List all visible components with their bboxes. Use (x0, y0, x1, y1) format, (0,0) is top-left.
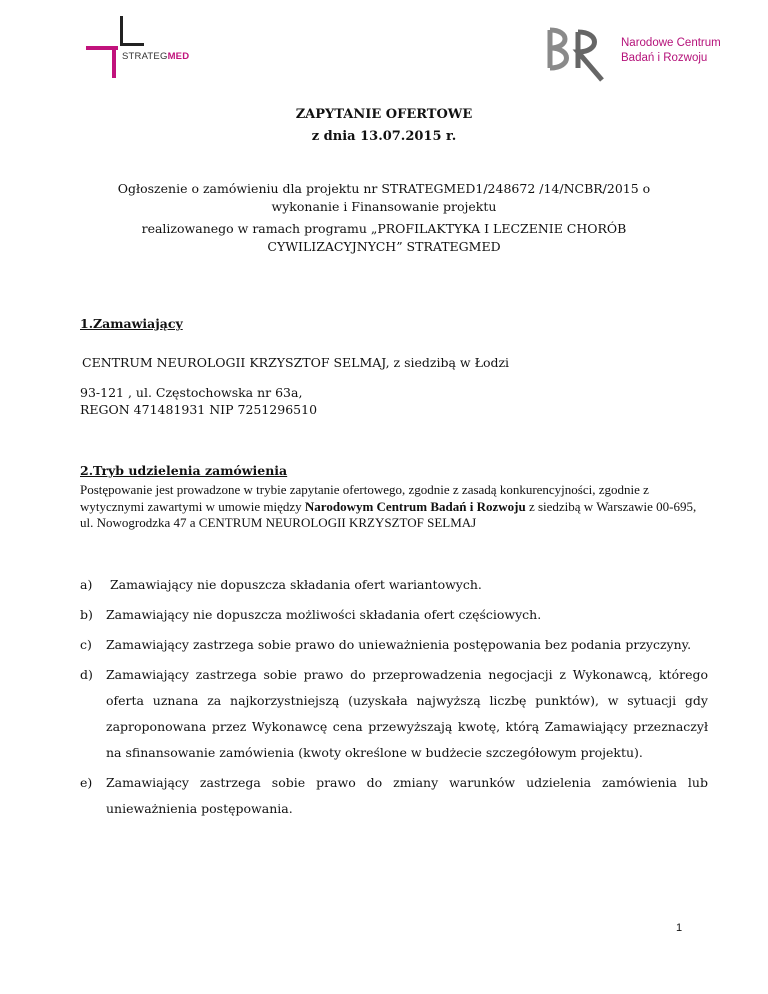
list-item: d) Zamawiający zastrzega sobie prawo do przeprowadzenia negocjacji z Wykonawcą, którego oferta uznana za najkorzystniejszą (uzyskała najwyższą liczbę punktów), w sytuacji gdy zaproponowana przez Wykonawcę cena przewyższają kwotę, którą Zamawiający przeznaczył na sfinansowanie zamówienia (kwoty określone w budżecie szczegółowym projektu). (80, 667, 708, 760)
authority-ids: REGON 471481931 NIP 7251296510 (80, 402, 318, 417)
conditions-list (80, 572, 708, 826)
section-2-heading: 2.Tryb udzielenia zamówienia (80, 463, 288, 478)
page-number: 1 (676, 922, 683, 934)
contracting-authority-details (80, 384, 700, 418)
document-title (0, 104, 768, 148)
strategmed-wordmark: STRATEGMED (122, 51, 190, 62)
ncbr-logo-icon (544, 24, 614, 84)
title-line-2: z dnia 13.07.2015 r. (311, 129, 457, 144)
strategmed-logo-icon (86, 16, 146, 80)
list-item: a) Zamawiający nie dopuszcza składania ofert wariantowych. (80, 577, 482, 592)
subject-paragraph-2: realizowanego w ramach programu „PROFILAKTYKA I LECZENIE CHORÓB CYWILIZACYJNYCH” STRATEGMED (141, 221, 627, 254)
contracting-authority-name: CENTRUM NEUROLOGII KRZYSZTOF SELMAJ, z siedzibą w Łodzi (82, 355, 510, 370)
authority-address: 93-121 , ul. Częstochowska nr 63a, (80, 385, 303, 400)
subject-paragraph-1: Ogłoszenie o zamówieniu dla projektu nr STRATEGMED1/248672 /14/NCBR/2015 o wykonanie i Finansowanie projektu (117, 181, 651, 214)
list-item: b) Zamawiający nie dopuszcza możliwości składania ofert częściowych. (80, 607, 542, 622)
title-line-1: ZAPYTANIE OFERTOWE (295, 107, 473, 122)
strategmed-logo (86, 16, 206, 80)
list-item: c) Zamawiający zastrzega sobie prawo do unieważnienia postępowania bez podania przyczyny. (80, 637, 692, 652)
list-item: e) Zamawiający zastrzega sobie prawo do zmiany warunków udzielenia zamówienia lub unieważnienia postępowania. (80, 775, 708, 816)
procedure-intro: Postępowanie jest prowadzone w trybie zapytanie ofertowego, zgodnie z zasadą konkurencyjności, zgodnie z wytycznymi zawartymi w umowie między Narodowym Centrum Badań i Rozwoju z siedzibą w Warszawie 00-695, ul. Nowogrodzka 47 a CENTRUM NEUROLOGII KRZYSZTOF SELMAJ (80, 482, 697, 530)
section-1-heading: 1.Zamawiający (80, 316, 183, 331)
ncbr-org-name: Narodowe Centrum Badań i Rozwoju (621, 37, 721, 64)
svg-text:BR: BR (544, 24, 546, 25)
ncbr-logo (544, 24, 724, 84)
project-subject (100, 180, 668, 260)
